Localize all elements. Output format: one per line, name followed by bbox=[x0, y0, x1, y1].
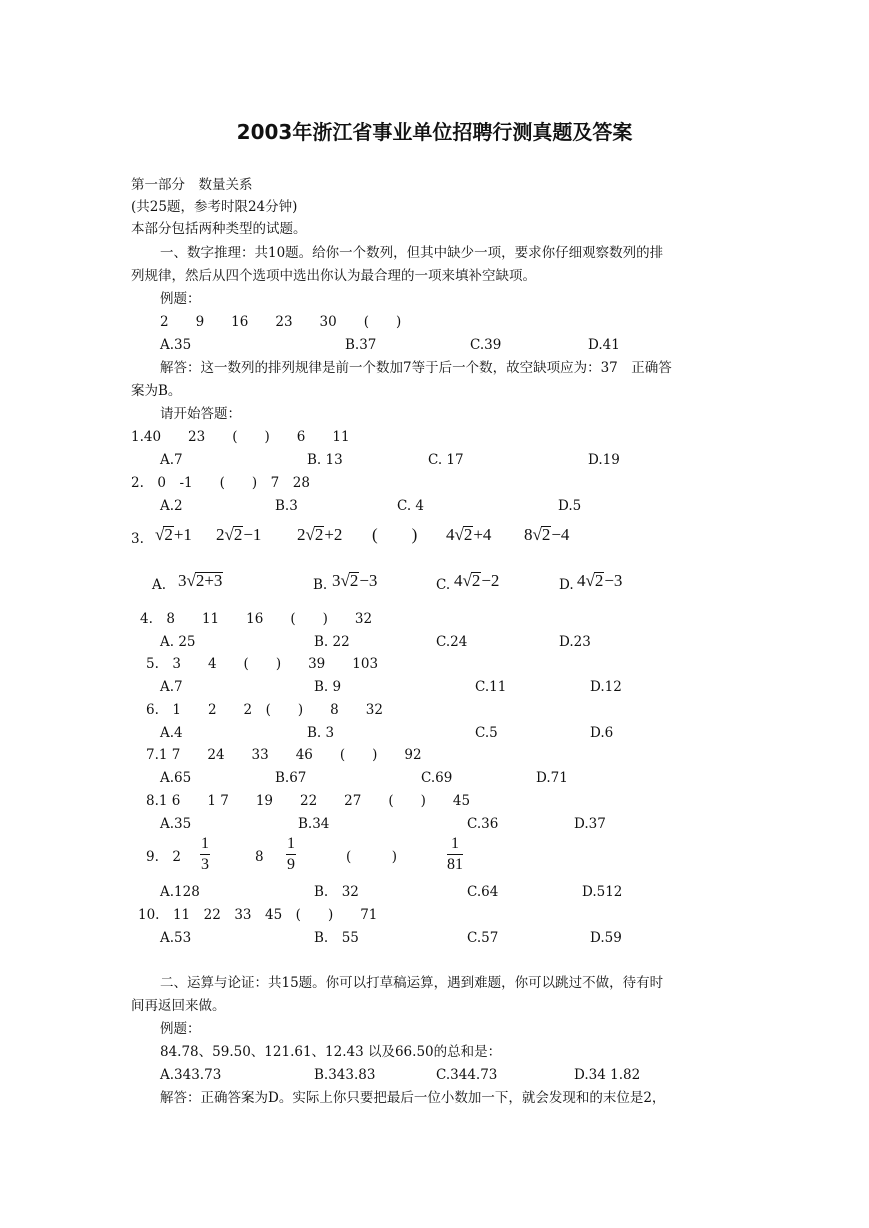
q4-option-a: A. 25 bbox=[160, 634, 196, 650]
q7-option-c: C.69 bbox=[421, 770, 453, 786]
example-explain-line1: 解答：这一数列的排列规律是前一个数加7等于后一个数，故空缺项应为：37 正确答 bbox=[160, 360, 672, 376]
q10-option-c: C.57 bbox=[467, 930, 499, 946]
sec1-intro-line1: 一、数字推理：共10题。给你一个数列，但其中缺少一项，要求你仔细观察数列的排 bbox=[160, 245, 664, 261]
q9-option-d: D.512 bbox=[582, 884, 623, 900]
sec1-intro-line2: 列规律，然后从四个选项中选出你认为最合理的一项来填补空缺项。 bbox=[131, 268, 536, 284]
q3-number: 3. bbox=[131, 531, 144, 547]
sec2-example-option-b: B.343.83 bbox=[314, 1067, 376, 1083]
sec2-explain-line1: 解答：正确答案为D。实际上你只要把最后一位小数加一下，就会发现和的末位是2， bbox=[160, 1090, 666, 1106]
q6-stem: 6. 1 2 2 ( ) 8 32 bbox=[146, 702, 383, 718]
q9-option-a: A.128 bbox=[160, 884, 200, 900]
page-title: 2003年浙江省事业单位招聘行测真题及答案 bbox=[236, 120, 633, 144]
q3-option-a-label: A. bbox=[152, 577, 167, 593]
q8-stem: 8.1 6 1 7 19 22 27 ( ) 45 bbox=[146, 793, 471, 809]
sec2-example-stem: 84.78、59.50、121.61、12.43 以及66.50的总和是： bbox=[160, 1044, 502, 1060]
q3-term-6: 8√2−4 bbox=[524, 525, 570, 544]
q1-option-a: A.7 bbox=[160, 452, 183, 468]
q3-term-2: 2√2−1 bbox=[216, 525, 262, 544]
q2-option-b: B.3 bbox=[275, 498, 298, 514]
q7-option-b: B.67 bbox=[275, 770, 307, 786]
q9-blank: ( ) bbox=[346, 849, 398, 865]
q3-term-5: 4√2+4 bbox=[446, 525, 492, 544]
example-option-c: C.39 bbox=[470, 337, 502, 353]
q8-option-b: B.34 bbox=[298, 816, 330, 832]
q4-option-d: D.23 bbox=[559, 634, 591, 650]
q3-term-3: 2√2+2 bbox=[297, 525, 343, 544]
q4-option-b: B. 22 bbox=[314, 634, 350, 650]
q6-option-c: C.5 bbox=[475, 725, 498, 741]
example-option-a: A.35 bbox=[160, 337, 192, 353]
q5-option-d: D.12 bbox=[590, 679, 622, 695]
part-intro: 本部分包括两种类型的试题。 bbox=[131, 221, 307, 237]
q6-option-b: B. 3 bbox=[307, 725, 335, 741]
example-sequence: 2 9 16 23 30 ( ) bbox=[160, 314, 402, 330]
q6-option-a: A.4 bbox=[160, 725, 183, 741]
sec2-example-option-c: C.344.73 bbox=[436, 1067, 498, 1083]
q6-option-d: D.6 bbox=[590, 725, 614, 741]
q9-fraction-2: $\frac{1}{9}$ bbox=[287, 835, 295, 873]
q8-option-c: C.36 bbox=[467, 816, 499, 832]
q5-option-a: A.7 bbox=[160, 679, 183, 695]
example-label: 例题： bbox=[160, 291, 201, 307]
q3-option-a: 3√2+3 bbox=[178, 571, 223, 590]
q9-option-c: C.64 bbox=[467, 884, 499, 900]
q2-option-a: A.2 bbox=[160, 498, 183, 514]
part-heading: 第一部分 数量关系 bbox=[131, 177, 253, 193]
example-option-b: B.37 bbox=[345, 337, 377, 353]
sec2-intro-line1: 二、运算与论证：共15题。你可以打草稿运算，遇到难题，你可以跳过不做，待有时 bbox=[160, 975, 664, 991]
q7-stem: 7.1 7 24 33 46 ( ) 92 bbox=[146, 747, 422, 763]
q5-stem: 5. 3 4 ( ) 39 103 bbox=[146, 656, 379, 672]
q3-term-1: √2+1 bbox=[155, 525, 192, 544]
q10-option-d: D.59 bbox=[590, 930, 622, 946]
q1-stem: 1.40 23 ( ) 6 11 bbox=[131, 429, 350, 445]
q5-option-c: C.11 bbox=[475, 679, 507, 695]
q1-option-b: B. 13 bbox=[307, 452, 343, 468]
q3-option-b-label: B. bbox=[313, 577, 328, 593]
example-option-d: D.41 bbox=[588, 337, 620, 353]
q3-option-c: 4√2−2 bbox=[454, 571, 500, 590]
sec2-example-option-a: A.343.73 bbox=[160, 1067, 222, 1083]
q9-fraction-3: $\frac{1}{81}$ bbox=[447, 835, 463, 873]
q3-option-d-label: D. bbox=[559, 577, 574, 593]
q5-option-b: B. 9 bbox=[314, 679, 342, 695]
q10-option-b: B. 55 bbox=[314, 930, 359, 946]
q10-stem: 10. 11 22 33 45 ( ) 71 bbox=[138, 907, 378, 923]
sec2-intro-line2: 间再返回来做。 bbox=[131, 998, 226, 1014]
q4-stem: 4. 8 11 16 ( ) 32 bbox=[140, 611, 373, 627]
q1-option-c: C. 17 bbox=[428, 452, 464, 468]
q9-eight: 8 bbox=[255, 849, 264, 865]
q3-option-c-label: C. bbox=[436, 577, 451, 593]
q2-option-d: D.5 bbox=[558, 498, 582, 514]
sec2-example-label: 例题： bbox=[160, 1021, 201, 1037]
example-explain-line2: 案为B。 bbox=[131, 383, 182, 399]
q8-option-d: D.37 bbox=[574, 816, 606, 832]
q9-option-b: B. 32 bbox=[314, 884, 359, 900]
part-scope: (共25题，参考时限24分钟) bbox=[131, 199, 298, 215]
q10-option-a: A.53 bbox=[160, 930, 192, 946]
sec2-example-option-d: D.34 1.82 bbox=[574, 1067, 641, 1083]
q2-option-c: C. 4 bbox=[397, 498, 425, 514]
q8-option-a: A.35 bbox=[160, 816, 192, 832]
q2-stem: 2. 0 -1 ( ) 7 28 bbox=[131, 475, 310, 491]
q7-option-a: A.65 bbox=[160, 770, 192, 786]
q1-option-d: D.19 bbox=[588, 452, 620, 468]
q4-option-c: C.24 bbox=[436, 634, 468, 650]
q3-option-b: 3√2−3 bbox=[332, 571, 378, 590]
q3-blank: ( ) bbox=[372, 525, 418, 544]
q9-fraction-1: $\frac{1}{3}$ bbox=[201, 835, 209, 873]
start-prompt: 请开始答题： bbox=[160, 406, 241, 422]
q9-number: 9. 2 bbox=[146, 849, 181, 865]
q3-option-d: 4√2−3 bbox=[577, 571, 623, 590]
q7-option-d: D.71 bbox=[536, 770, 568, 786]
